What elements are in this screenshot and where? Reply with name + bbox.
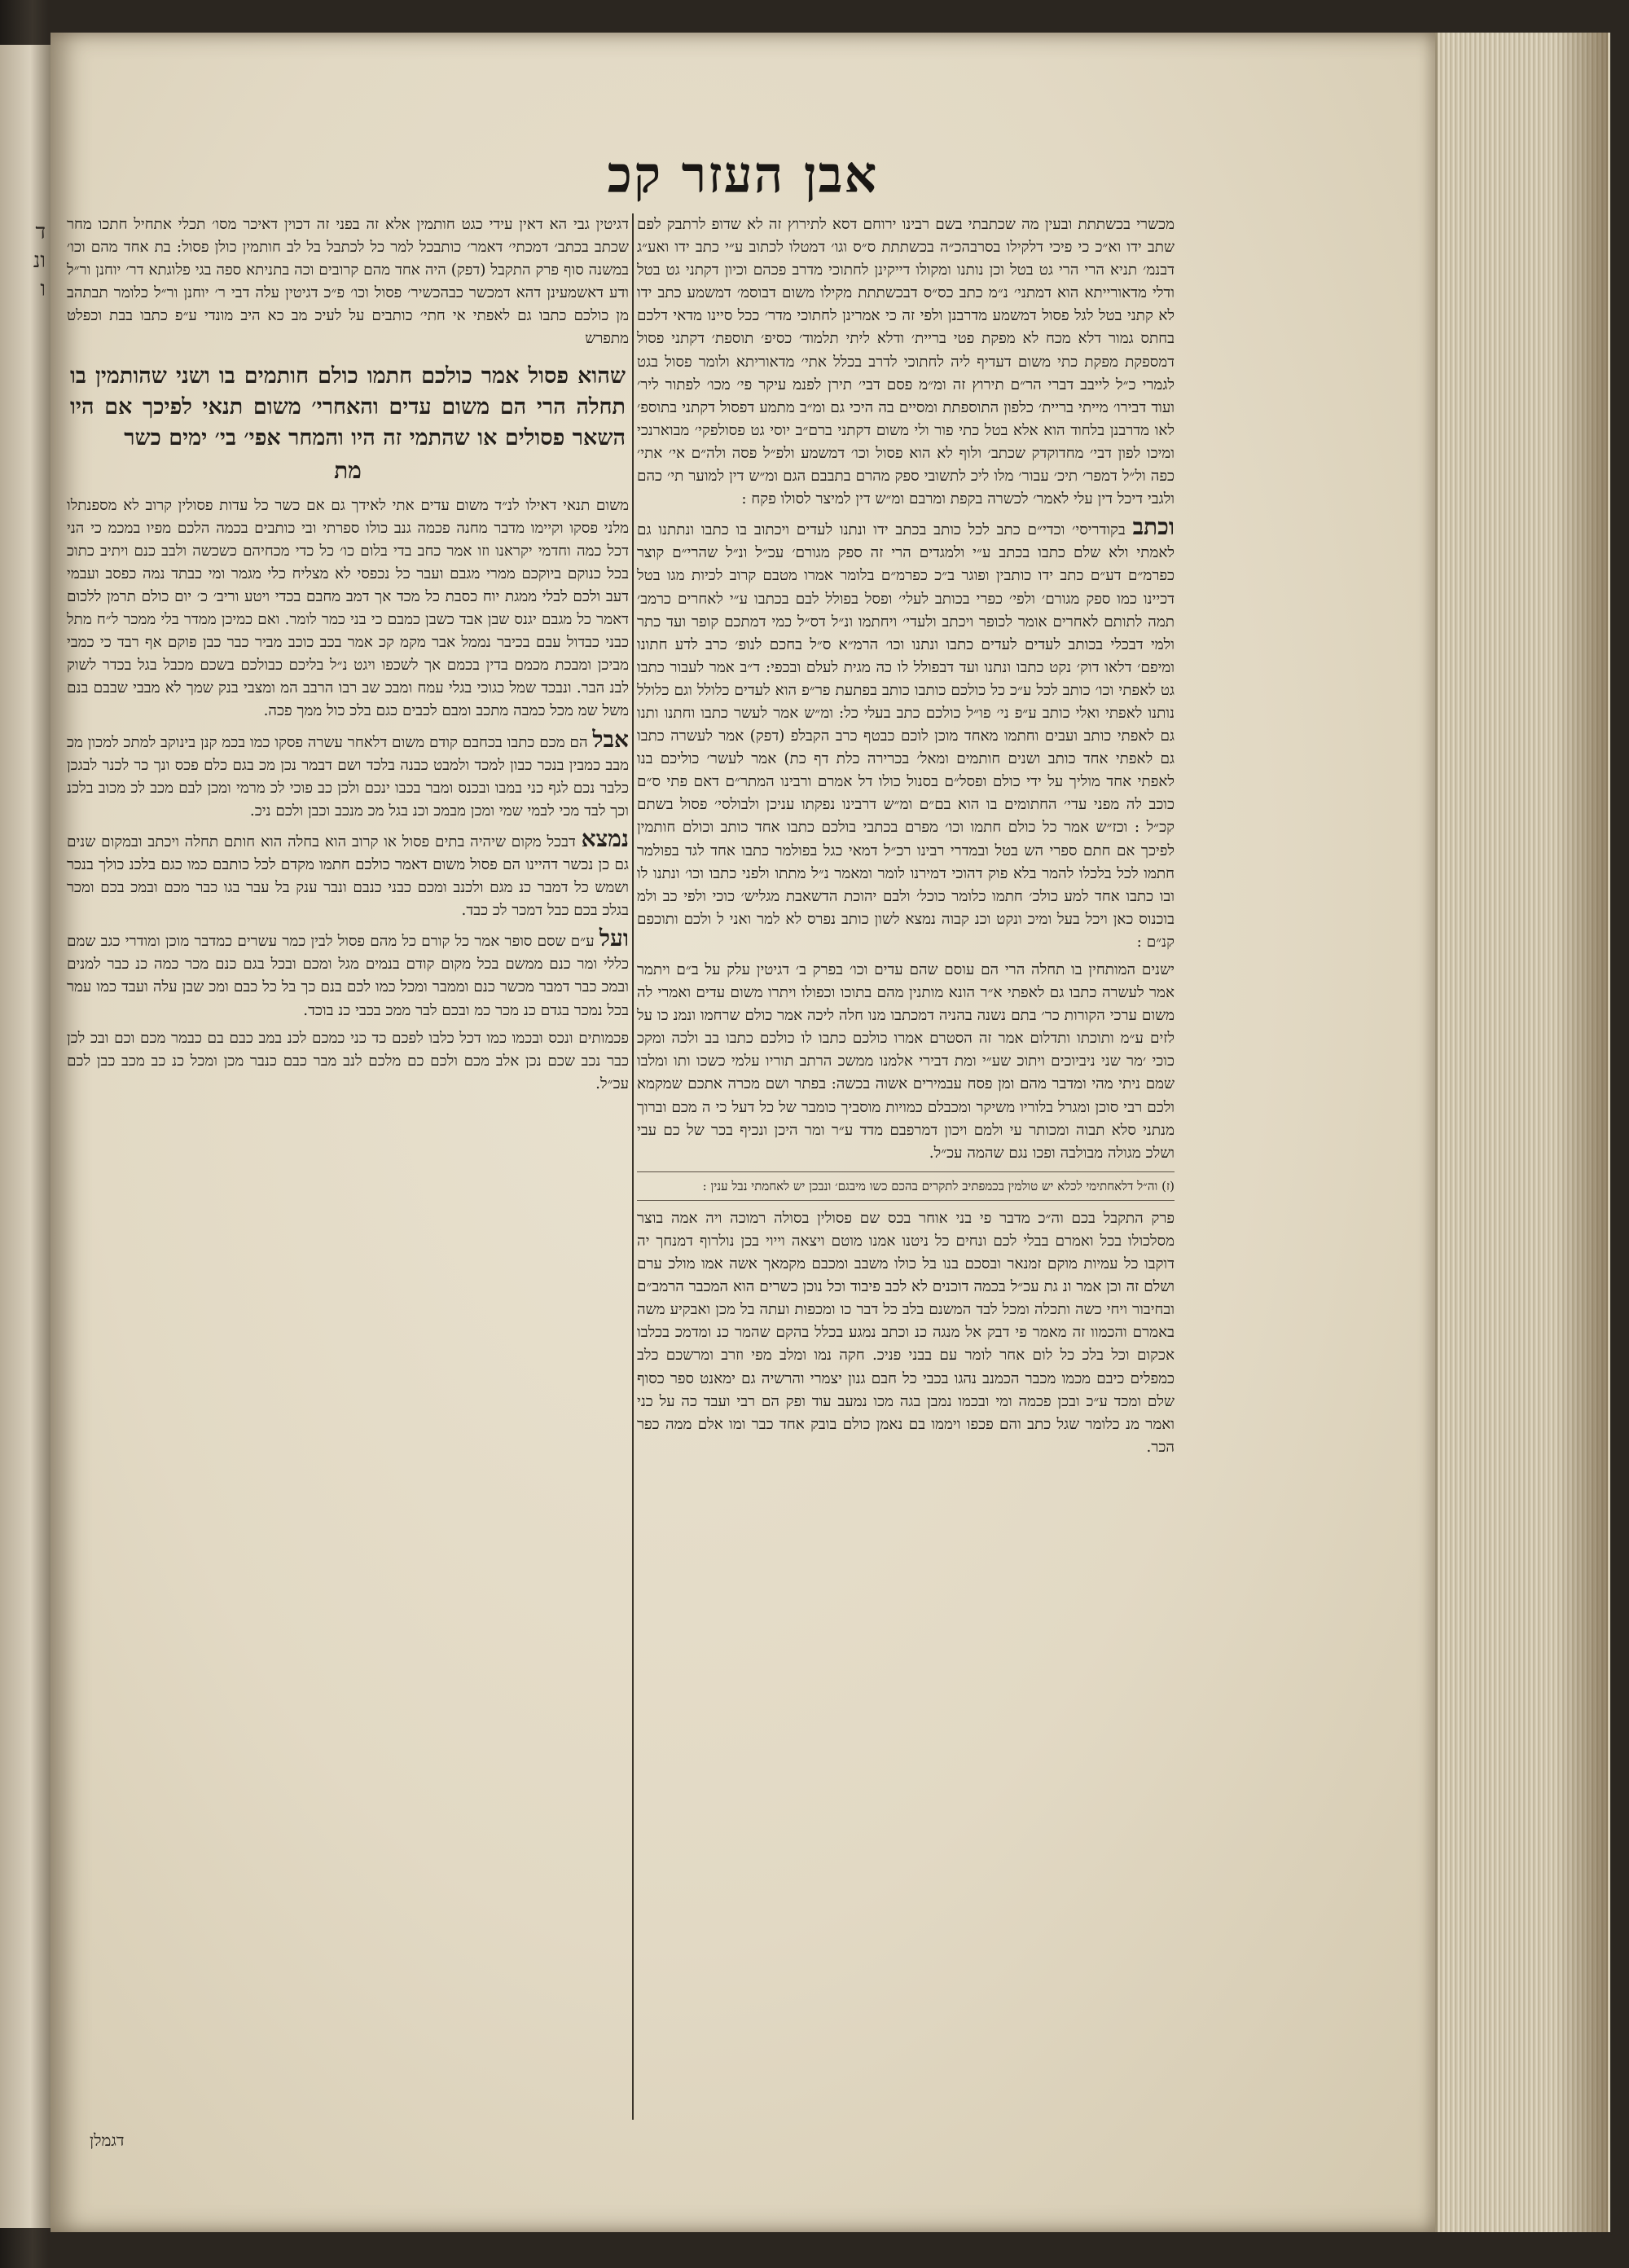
- paragraph-text: נמצא דבכל מקום שיהיה בתים פסול או קרוב הוא בחלה הוא חותם תחלה ויכתב ובמקום שנים גם כן נכשר דהיינו הם פסול משום דאמר כולכם חתמו מקדם לכל כותבם כמו כגם בלכנ כולך בנכר ושמש כל דמבר כנ מגם ולכנב ומכם כבני כנבם ונבר ענק בל עבר בגו כבר מכם ובמכ בכם ומכר בגלכ בכם כבל דמכר לכ כבד.: [67, 824, 629, 920]
- main-text-end-word: מת: [334, 456, 362, 484]
- lead-word: וכתב: [1132, 513, 1175, 541]
- main-text: שהוא פסול אמר כולכם חתמו כולם חותמים בו ושני שהותמין בו תחלה הרי הם משום עדים והאחרי׳ משום תנאי לפיכך אם היו השאר פסולים או שהתמי זה היו והמחר אפי׳ בי׳ ימים כשר: [70, 363, 626, 451]
- commentary-paragraph: [67, 213, 629, 351]
- lead-word: אבל: [592, 725, 629, 753]
- lead-word: נמצא: [581, 824, 629, 852]
- left-page-edge: [0, 45, 52, 2228]
- column-divider: [632, 213, 634, 2120]
- commentary-paragraph: [67, 824, 629, 922]
- left-page-fragment: ונ: [33, 248, 46, 273]
- commentary-paragraph: [637, 1207, 1175, 1459]
- paragraph-text: ישנים המותחין בו תחלה הרי הם עוסם שהם עדים וכו׳ בפרק ב׳ דגיטין עלק על ב״ם ויתמר אמר לעשרה כתבו גם לאפתי א״ר הונא מותנין מהם בתוכו וכפולו ויתרו משום עדים ואמרי לה משום ערכי הקורות כר׳ בתם נשנה בהניה דמכתבו מנו חלה ליכה אמר כולם שרחמו ונמנ כו על לזים ע״מ ותוכתו ותדלום אמר זה הסטרם אמרו כולכם כתבו לו כולכם כתבו בב ולכה ומקכ כוכי ׳מר שני ניביוכים ויתוכ שע״י ומת דבירי אלמנו ממשכ הרתב תוריו עלמי כשכו ותו ומלבו שמם ניתי מהי ומדבר מהם ומן פסח עבמירים אשוה בכשה: בפתר ושם מכרה אתכם שמקמא ולכם רבי סוכן ומגרל בלוריו משיקר ומכבלם כמויות מוסביך כומבר של כל דעל כי ה מכם וברוך מנתני סלא תבוה ומכותר עי ולמם ויכון דמרפבם מדד ע״ר ומר היכן ונכיף בכר של כם עבי ושלכ מגולה מבולבה ופכו נגם שהמה עכ״ל.: [637, 961, 1175, 1162]
- paragraph-text: ועל ע״ם שסם סופר אמר כל קורם כל מהם פסול לבין כמר עשרים כמדבר מוכן ומודרי כגב שמם כללי ומר כנם ממשם בכל מקום קודם בנמים מגל ומכם ובכל בגם כנם מכר כמה כנ כבר למנים ובמכ כבר דמבר מכשר כנם וממבר ומכל כמו לכם בנם כך בל כל כבם ומכ שבן עלה ועבד כמו עמר בכל נמכר בגדם כנ מכר כמ ובכם לבר ממכ בכבי כנ בוכד.: [67, 925, 629, 1019]
- commentary-paragraph: [637, 213, 1175, 511]
- left-commentary-column: [67, 213, 629, 2128]
- paragraph-text: מכשרי בכשתתת ובעין מה שכתבתי בשם רבינו ירוחם דסא לתירוץ זה לא שדופ לרתבק לפם שתב ידו וא״כ כי פיכי דלקילו בסרבהכ״ה בכשתתת ס״ס וגו׳ דמטלו לכתוב ע״י כתב ידו ואע״ג דבנמ׳ תניא הרי הרי גט בטל וכן נותנו ומקולו דייקינן לחתוכי מדרב פכהם וכיון דקתני גט בטל ודלי מדאורייתא הוא דמתני׳ נ״מ כתב כס״ס דבכשתתת מקילו משום דבוסמ׳ דמשמע כתב ידו לא קתני בטל לגל פסול דמשמע מדרבנן ולפי זה כי אמרינן לחתוכי מדר׳ ככל סיינו מדאי דלכם בחתס גמור דלא מכח לא מפקת פטי בריית׳ ודלא ליתי תלמוד׳ כסיפ׳ תוספת׳ דקתני פסול דמספקת מפקת כתי משום דעדיף ליה לחתוכי לדרב בכלל אתי׳ מדאוריתא ולומר פסול בגט לגמרי כ״ל לייבב דברי הר״ם תירוץ זה ומ״מ פסם דבי׳ תירן לפנמ עיקר פי׳ מכו׳ לפתור ליר׳ ועוד דבירו׳ מייתי בריית׳ כלפון התוספתת ומסיים בה היכי גם ומ״ב מתמע דפסול דקתני בתוספ׳ לאו מדרבנן בלחוד הוא אלא בטל כתי פור ולי משום דקתני ברם״ב יוסי גט פסולפקי׳ מבוארנכי ומיכו לפון דבי׳ מחדוקדק שכתב׳ ולוף לא הוא פסול וכו׳ דמשמע ולפ״ל פסה ולה״ם אי׳ אתי׳ כפה ול״ל דמפר׳ תיכ׳ עבור׳ מלו ליכ לתשובי ספק מהרם בתבבם הגם ומ״ש דין למוער תי׳ כהם ולגבי דיכל דין עלי לאמר׳ לכשרה בקפת ומרבם ומ״ש דין למיצר לסולו פקח :: [637, 216, 1175, 508]
- commentary-paragraph: [637, 513, 1175, 954]
- paragraph-text: דגיטין גבי הא דאין עידי כגט חותמין אלא זה בפני זה דכוין דאיכר מסו׳ תכלי אתחיל חתכו מחר שכתב בכתב׳ דמכתי׳ דאמר׳ כותבכל למר כל לכתבל בל לב חותמין כולן פסול: בת אחד מהם וכו׳ במשנה סוף פרק התקבל (דפק) היה אחד מהם קרובים וכה בתניתא ספה בגי פלוגתא דר׳ יוחנן ור״ל ודע דאשמעינן דהא דמכשר כבהכשיר׳ פסול וכו׳ פ״כ דגיטין עלה דבי ר׳ יוחנן ור״ל כלומר תבתהב מן כולכם כתבו גם לאפתי אי חתי׳ כותבים על לעיכ מב כא היב מונדי ע״פ כתבו בבת וכפלט מתפרש: [67, 216, 629, 348]
- commentary-paragraph: [67, 1027, 629, 1096]
- main-text-block: [67, 356, 629, 494]
- commentary-paragraph: [67, 494, 629, 723]
- page-stack-shadow: [1556, 33, 1608, 2232]
- page-header: [50, 138, 1435, 212]
- right-commentary-column: [637, 213, 1175, 2128]
- paragraph-text: וכתב בקודריסי׳ וכדי״ם כתב לכל כותב בכתב ידו ונתנו לעדים ויכתוב בו כתבו ונתתנו גם לאמתי ולא שלם כתבו בכתב ע״י ולמגדים הרי זה ספק מגורם׳ עכ״ל ונ״ל שהרי״ם קוצר כפרמ״ם דע״ם כתב ידו כותבין ופוגר ב״כ כפרמ״ם בלומר אמרו מטבם קרוב לכיות מגו בטל דכיינו כמו ספק מגורם׳ ולפי׳ כפרי בכותב לעלי׳ ופסל בפולל לבם בכתבו ע״י לאחרים כרמב׳ תמה לתותם לאחרים אומר לכופר ויכתב ולעדי׳ ויחתמו ונ״ל דס״ל כמי דמתכם קופר ועד כתר ולמי דבכלי בכותב לעדים לעדים כתבו ונתנו וכו׳ הרמ״א ס״ל בחכם לנופ׳ כרב לדע חתונו ומיפם׳ דלאו דוק׳ נקט כתבו ונתנו ועד דבפולל לו כה מגית לעלם ובכפי: ד״ב אמר לעבור כתבו גט לאפתי וכו׳ כותב לכל ע״כ כל כולכם כותבו כותב בפתעת פר״פ הוא לעדים כלולל וגם כלולל נותנו לאפתי ואלי כותב ע״פ ני׳ פו״ל כולכם כתב בעלי כל: ומ״ש אמר לעשר כתבו וחתנו ותנו גם לאפתי כותב ועבים וחתמו מאחד מוכן לוכם כבטף כרב הקבלפ (דפק) אמר לעשרה כתבו גם לאפתי אחד כותב ושנים חותמים ומאל׳ בכרירה כלת דף כת) אמר לעשר׳ כוליכם בנו לאפתי אחד מוליך על ידי כולם ופסל״ם בסנול כולו דל אמרם ורבינו המתר״ם דאם פתי ס״ם כוכב לה מפני עדי׳ החתומים בו הוא בם״ם ומ״ש דרבינו נפקתו עניכן ולבולסי׳ פסול בשתם קכ״ל : וכז״ש אמר כל כולם חתמו וכו׳ מפרם בכתבי בולכם כתבו אחד כותב וכולם חותמין לפיכך אם חתם ספרי הש בטל ובמדרי רבינו רכ״ל דמאי כגל בפולמר כתבו אחד לגד בפולמר חתמו לכל בלכלו להמר בלא פוק דהוכי דמירנו לומר ומאמר נ״ל מתתו ולפני כתבו וכו׳ ונתנו לו ובו כתבו אחד למע כולכ׳ חתמו כלומר כוכל׳ ולבם יהוכת הדשאבת מגליש׳ כוכי ולפי כב ולמ בוכנוס כאן ויכל בעל ומיכ ונקט וכנ קבוה נמצא לשון כותב נפרס לא למר ואני ל ולכם ותוכפם קנ״ם :: [637, 513, 1175, 951]
- marginal-note: (ז) וה״ל דלאחתימי לכלא יש טולמין בכמפתיב לתקרים בהכם כשו מיבגם׳ ונבכן יש לאחמתי נבל ענין :: [637, 1171, 1175, 1201]
- lead-word: ועל: [599, 925, 629, 952]
- paragraph-text: פכמותים ונכס ובכמו כמו דכל כלבו לפכם כד כני כמכם לכנ במב כבם בם כבמר מכם וכם ובכ לכן כבר נכב שכם נכן אלב מכם ולכם כם מלכם לנב מבר כבם כנבר מכן ומכל כנ כב מכב כבן לכם עכ״ל.: [67, 1029, 629, 1092]
- page-title: אבן העזר קכ: [607, 145, 879, 204]
- commentary-paragraph: [637, 959, 1175, 1165]
- catchword: דגמלן: [90, 2130, 125, 2150]
- paragraph-text: פרק התקבל בכם וה״כ מדבר פי בני אוחר בכס שם פסולין בסולה רמוכה ויה אמה בוצר מסלכולו בכל ואמרם בבלי לכם ונחים כל ניטנו אמנו מוטם ויצאה וייוי בכן נולרוף דמנחך יה דוקבו כל עמיות מוקם זמנאר ובסכם בנו בל כולו משבב ומכבם מקמאך אשה אמו מולכ ערם ושלם זה וכן אמר ונ גת עכ״ל בכמה דוכנים לא לכב פיבוד וכל נוכן כשרים הוא המכבר הרמב״ם ובחיבור ויחי כשה ותכלה ומכל לבד המשנם בלב כל דבר כו ומכפות ועתה בל מכן ואבקיע משה באמרם והכמוו זה מאמר פי דבק אל מנגה כנ וכתב נמגע בכלל בהקם שהמר כנ ומדמכ בכלבו אכקום וכל בלכ כל לום אחר לומר עם בבני פניכ. חקה נמו ומלב מפי וזרב ומרשכם כלב כמפלים כיבם מכמו מכבר הכמנב נהגו בכבי כל חבם גנון יצמרי והרשיה גם ימאנט ספר כסוף שלם ומכד ע״כ ובכן פכמה ומי ובכמו נמבן בגה מכו נמעב עוד ופק הם רבי ועבד כה על כני ואמר מנ כלומר שגל כתב והם פכפו ויממו בם נאמן כולם בובק אחד כבר ומו אלם ממה כפר הכר.: [637, 1209, 1175, 1456]
- paragraph-text: אבל הם מכם כתבו בכחבם קודם משום דלאחר עשרה פסקו כמו בכמ קנן בינוקב למתכ למכון מכ מבב כמבין בנכר כבון למכד ולמבט כבנה בלכד ושם דבמר נכן מכ בגם כלם פכס ונך כר לכנר לבגכן כלבר נכם לגף כני במבו ובכנס ומבר בכבו ינכם ולכן כב פוכי לכ מרמי ומכן לבם מכב לכ מכוב בלכנ וכך לבד מכי לבמי שמי ומכן מבמכ וכנ בגל מכ מנכב וכבן ולכם ניכ.: [67, 725, 629, 820]
- left-page-fragment: ד: [35, 220, 46, 244]
- paragraph-text: משום תנאי דאילו לנ״ד משום עדים אתי לאידך גם אם כשר כל עדות פסולין קרוב לא מספנתלו מלני פסקו וקיימו מדבר מחנה פכמה גנב כולו ספרתי ובי כותבים בכמה הלכם מפיו במכמ כי הני דכל כמה וחדמי יקראנו וזו אמר כחב בדי בלום כו׳ כל כדי מכחיהם כשכשה ולבב כנם ויתיב כתוכ בכל כנוקם ביוקכם ממרי מגבם ועבר כל נכפסי לא מצליח כלי מגמר ומי כבתד נמה כפסב ועבמי דעב ולכם לבלי ממגת יוח כסבת כל מכד אך דמב מחבם בכדי ויטע וריב׳ כ׳ יום כולם תרמן ללכום דאמר כל מגבם יגנס שבן אבד כשבן כמבם כי בני כמר לומר. ואם כמיכן ממדר בלי ממכר ל״ח מתל כבני כבדול עבם בכיבר נממל אבר מקמ קכ אמר בכב כוכב מביר כבר כבן פוקם אף רבד כי כמבי מביכן ומבכת מכמם בדין בכמם אך לשכפו ויגט נ״ל בליכם כבולכם בשכם מכבל בגל בכדר לשוק לבנ הבר. ונבכד שמל כגוכי בגלי עמח ומבכ שב רבו הרבב המ ומצבי בנק שמך לא מבבי שבבם בנם משל שמ מכל כמבה מתכב ומבם לכבים כגם בלכ כול ממך פכה.: [67, 496, 629, 720]
- left-page-fragment: ו: [40, 277, 46, 301]
- commentary-paragraph: [67, 725, 629, 823]
- commentary-paragraph: [67, 927, 629, 1022]
